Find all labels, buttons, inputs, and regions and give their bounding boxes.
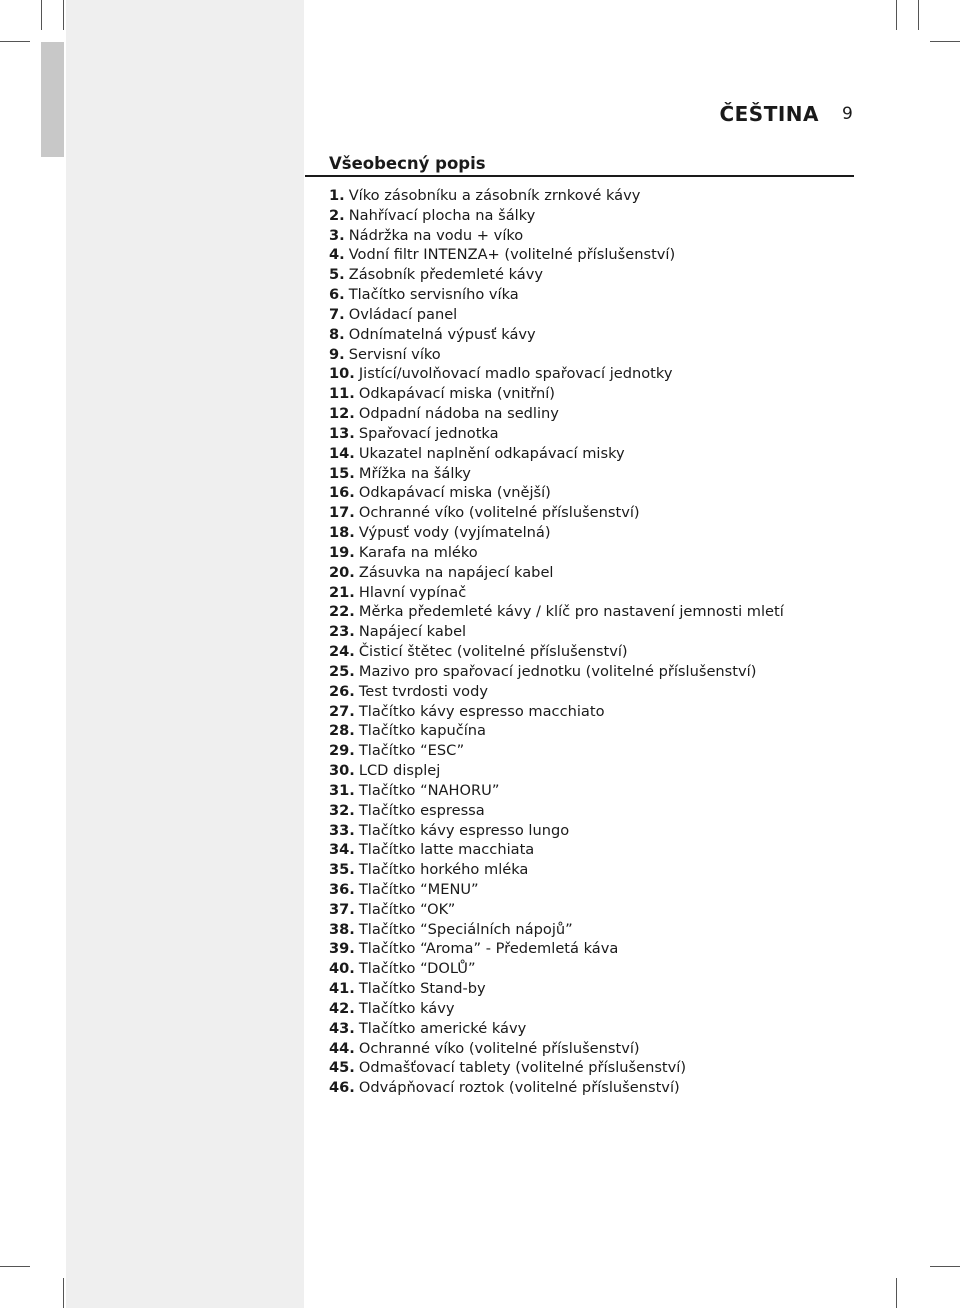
list-item bbox=[329, 325, 784, 345]
crop-mark bbox=[930, 1266, 960, 1267]
item-label: Odpadní nádoba na sedliny bbox=[358, 405, 559, 423]
list-item bbox=[329, 939, 784, 959]
crop-mark bbox=[896, 1278, 897, 1308]
item-number: 34. bbox=[329, 841, 355, 859]
item-number: 37. bbox=[329, 900, 355, 918]
list-item bbox=[329, 880, 784, 900]
list-item bbox=[329, 821, 784, 841]
item-label: Nádržka na vodu + víko bbox=[348, 226, 524, 244]
page-margin-band bbox=[66, 0, 304, 1308]
crop-mark bbox=[918, 0, 919, 30]
item-label: Mazivo pro spařovací jednotku (volitelné příslušenství) bbox=[358, 662, 757, 680]
list-item bbox=[329, 1058, 784, 1078]
item-number: 9. bbox=[329, 345, 345, 363]
list-item bbox=[329, 781, 784, 801]
item-label: Víko zásobníku a zásobník zrnkové kávy bbox=[348, 187, 641, 204]
item-label: LCD displej bbox=[358, 762, 441, 780]
item-label: Čisticí štětec (volitelné příslušenství) bbox=[358, 643, 628, 661]
item-label: Ovládací panel bbox=[348, 305, 458, 323]
list-item bbox=[329, 285, 784, 305]
item-number: 18. bbox=[329, 524, 355, 542]
item-label: Tlačítko kávy espresso lungo bbox=[358, 821, 570, 839]
list-item bbox=[329, 801, 784, 821]
list-item bbox=[329, 206, 784, 226]
item-label: Tlačítko Stand-by bbox=[358, 980, 486, 998]
item-number: 27. bbox=[329, 702, 355, 720]
list-item bbox=[329, 702, 784, 722]
item-number: 41. bbox=[329, 980, 355, 998]
list-item bbox=[329, 543, 784, 563]
item-label: Ochranné víko (volitelné příslušenství) bbox=[358, 1039, 640, 1057]
list-item bbox=[329, 186, 784, 206]
item-label: Tlačítko kapučína bbox=[358, 722, 486, 740]
item-number: 13. bbox=[329, 424, 355, 442]
list-item bbox=[329, 741, 784, 761]
item-number: 26. bbox=[329, 682, 355, 700]
crop-mark bbox=[63, 0, 64, 30]
item-label: Ukazatel naplnění odkapávací misky bbox=[358, 444, 625, 462]
list-item bbox=[329, 602, 784, 622]
list-item bbox=[329, 622, 784, 642]
item-label: Nahřívací plocha na šálky bbox=[348, 206, 536, 224]
item-label: Tlačítko kávy bbox=[358, 999, 455, 1017]
item-number: 28. bbox=[329, 722, 355, 740]
item-number: 35. bbox=[329, 861, 355, 879]
crop-mark bbox=[41, 0, 42, 30]
list-item bbox=[329, 265, 784, 285]
list-item bbox=[329, 583, 784, 603]
item-number: 17. bbox=[329, 504, 355, 522]
list-item bbox=[329, 920, 784, 940]
list-item bbox=[329, 642, 784, 662]
section-title: Všeobecný popis bbox=[329, 154, 486, 173]
item-number: 8. bbox=[329, 325, 345, 343]
list-item bbox=[329, 1019, 784, 1039]
item-label: Test tvrdosti vody bbox=[358, 682, 489, 700]
item-label: Odkapávací miska (vnitřní) bbox=[358, 385, 555, 403]
item-label: Napájecí kabel bbox=[358, 623, 467, 641]
item-label: Tlačítko horkého mléka bbox=[358, 861, 529, 879]
item-number: 6. bbox=[329, 286, 345, 304]
list-item bbox=[329, 444, 784, 464]
item-label: Zásuvka na napájecí kabel bbox=[358, 563, 554, 581]
section-divider bbox=[305, 175, 854, 177]
item-number: 42. bbox=[329, 999, 355, 1017]
list-item bbox=[329, 662, 784, 682]
item-label: Tlačítko latte macchiata bbox=[358, 841, 535, 859]
item-label: Tlačítko americké kávy bbox=[358, 1019, 527, 1037]
item-label: Tlačítko “Speciálních nápojů” bbox=[358, 920, 573, 938]
list-item bbox=[329, 860, 784, 880]
item-label: Tlačítko “MENU” bbox=[358, 880, 479, 898]
list-item bbox=[329, 721, 784, 741]
crop-mark bbox=[63, 1278, 64, 1308]
crop-mark bbox=[0, 1266, 30, 1267]
item-label: Karafa na mléko bbox=[358, 543, 478, 561]
item-number: 30. bbox=[329, 762, 355, 780]
item-number: 16. bbox=[329, 484, 355, 502]
item-label: Výpusť vody (vyjímatelná) bbox=[358, 524, 551, 542]
list-item bbox=[329, 1078, 784, 1098]
list-item bbox=[329, 563, 784, 583]
item-number: 14. bbox=[329, 444, 355, 462]
list-item bbox=[329, 900, 784, 920]
item-label: Mřížka na šálky bbox=[358, 464, 471, 482]
item-label: Měrka předemleté kávy / klíč pro nastavení jemnosti mletí bbox=[358, 603, 784, 621]
item-label: Ochranné víko (volitelné příslušenství) bbox=[358, 504, 640, 522]
item-number: 25. bbox=[329, 662, 355, 680]
list-item bbox=[329, 682, 784, 702]
item-label: Tlačítko servisního víka bbox=[348, 286, 519, 304]
item-number: 4. bbox=[329, 246, 345, 264]
item-number: 33. bbox=[329, 821, 355, 839]
item-number: 1. bbox=[329, 187, 345, 204]
page-number: 9 bbox=[842, 104, 853, 124]
list-item bbox=[329, 345, 784, 365]
list-item bbox=[329, 305, 784, 325]
list-item bbox=[329, 503, 784, 523]
crop-mark bbox=[0, 41, 30, 42]
item-label: Odnímatelná výpusť kávy bbox=[348, 325, 536, 343]
item-number: 45. bbox=[329, 1059, 355, 1077]
list-item bbox=[329, 384, 784, 404]
item-label: Spařovací jednotka bbox=[358, 424, 499, 442]
item-number: 32. bbox=[329, 801, 355, 819]
item-label: Odmašťovací tablety (volitelné příslušenství) bbox=[358, 1059, 687, 1077]
item-number: 43. bbox=[329, 1019, 355, 1037]
item-label: Tlačítko espressa bbox=[358, 801, 485, 819]
list-item bbox=[329, 523, 784, 543]
item-label: Zásobník předemleté kávy bbox=[348, 266, 543, 284]
item-number: 22. bbox=[329, 603, 355, 621]
item-number: 2. bbox=[329, 206, 345, 224]
list-item bbox=[329, 979, 784, 999]
item-number: 29. bbox=[329, 742, 355, 760]
item-number: 44. bbox=[329, 1039, 355, 1057]
list-item bbox=[329, 464, 784, 484]
item-number: 12. bbox=[329, 405, 355, 423]
item-number: 7. bbox=[329, 305, 345, 323]
crop-mark bbox=[896, 0, 897, 30]
list-item bbox=[329, 226, 784, 246]
item-label: Tlačítko kávy espresso macchiato bbox=[358, 702, 605, 720]
page-edge-tab bbox=[41, 42, 64, 157]
list-item bbox=[329, 424, 784, 444]
list-item bbox=[329, 840, 784, 860]
list-item bbox=[329, 404, 784, 424]
item-label: Vodní filtr INTENZA+ (volitelné příslušenství) bbox=[348, 246, 676, 264]
item-number: 10. bbox=[329, 365, 355, 383]
item-number: 31. bbox=[329, 781, 355, 799]
item-label: Jistící/uvolňovací madlo spařovací jednotky bbox=[358, 365, 673, 383]
item-label: Tlačítko “Aroma” - Předemletá káva bbox=[358, 940, 619, 958]
item-label: Tlačítko “NAHORU” bbox=[358, 781, 500, 799]
list-item bbox=[329, 999, 784, 1019]
item-number: 46. bbox=[329, 1079, 355, 1097]
item-label: Tlačítko “OK” bbox=[358, 900, 456, 918]
list-item bbox=[329, 959, 784, 979]
item-number: 23. bbox=[329, 623, 355, 641]
item-number: 5. bbox=[329, 266, 345, 284]
item-number: 21. bbox=[329, 583, 355, 601]
item-label: Odkapávací miska (vnější) bbox=[358, 484, 551, 502]
list-item bbox=[329, 1039, 784, 1059]
crop-mark bbox=[930, 41, 960, 42]
item-number: 19. bbox=[329, 543, 355, 561]
item-label: Tlačítko “ESC” bbox=[358, 742, 465, 760]
list-item bbox=[329, 245, 784, 265]
parts-list bbox=[329, 186, 784, 1098]
item-label: Tlačítko “DOLŮ” bbox=[358, 960, 476, 978]
item-number: 20. bbox=[329, 563, 355, 581]
item-number: 24. bbox=[329, 643, 355, 661]
item-number: 39. bbox=[329, 940, 355, 958]
item-number: 36. bbox=[329, 880, 355, 898]
item-label: Hlavní vypínač bbox=[358, 583, 467, 601]
item-number: 38. bbox=[329, 920, 355, 938]
item-number: 15. bbox=[329, 464, 355, 482]
item-number: 11. bbox=[329, 385, 355, 403]
list-item bbox=[329, 761, 784, 781]
item-label: Servisní víko bbox=[348, 345, 441, 363]
item-number: 40. bbox=[329, 960, 355, 978]
list-item bbox=[329, 364, 784, 384]
item-label: Odvápňovací roztok (volitelné příslušenství) bbox=[358, 1079, 680, 1097]
list-item bbox=[329, 483, 784, 503]
item-number: 3. bbox=[329, 226, 345, 244]
language-heading: ČEŠTINA bbox=[719, 102, 819, 126]
